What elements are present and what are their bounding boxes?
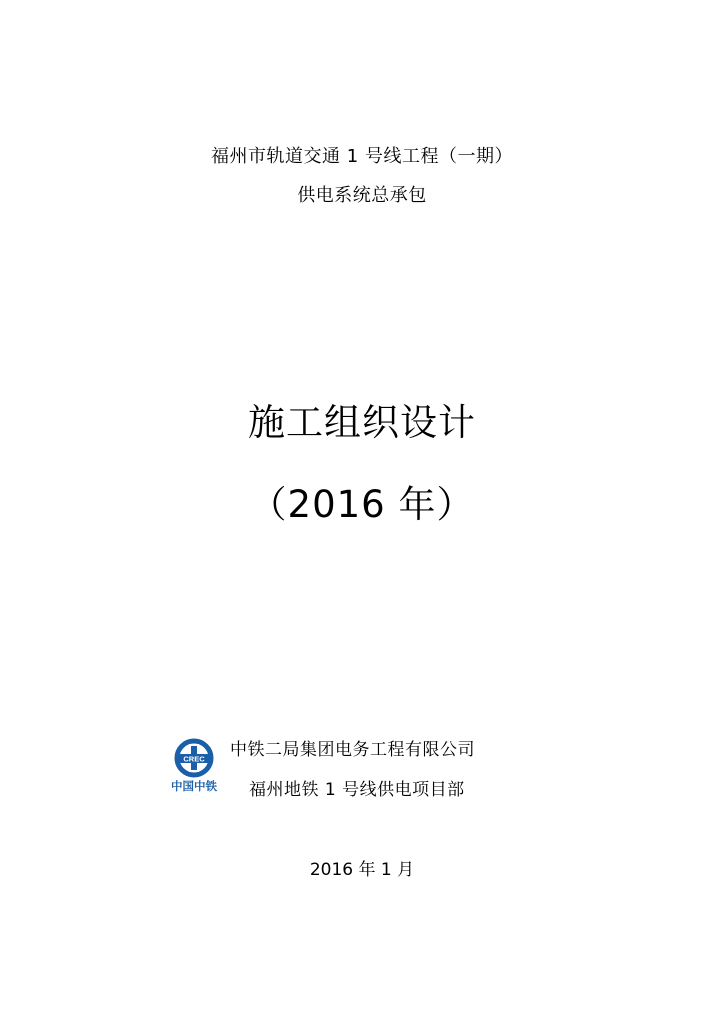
document-date: 2016 年 1 月 [309,860,415,880]
project-title-line-2: 供电系统总承包 [297,185,427,206]
document-title: 施工组织设计 [248,401,476,444]
crec-logo-icon [164,736,224,796]
crec-logo-mark: CREC [183,754,205,764]
department-name: 福州地铁 1 号线供电项目部 [249,780,465,800]
document-year: （2016 年） [249,483,475,526]
project-title-line-1: 福州市轨道交通 1 号线工程（一期） [211,146,513,167]
company-name: 中铁二局集团电务工程有限公司 [230,740,475,760]
crec-logo-text: 中国中铁 [171,779,217,793]
crec-logo-graphic [164,736,224,796]
